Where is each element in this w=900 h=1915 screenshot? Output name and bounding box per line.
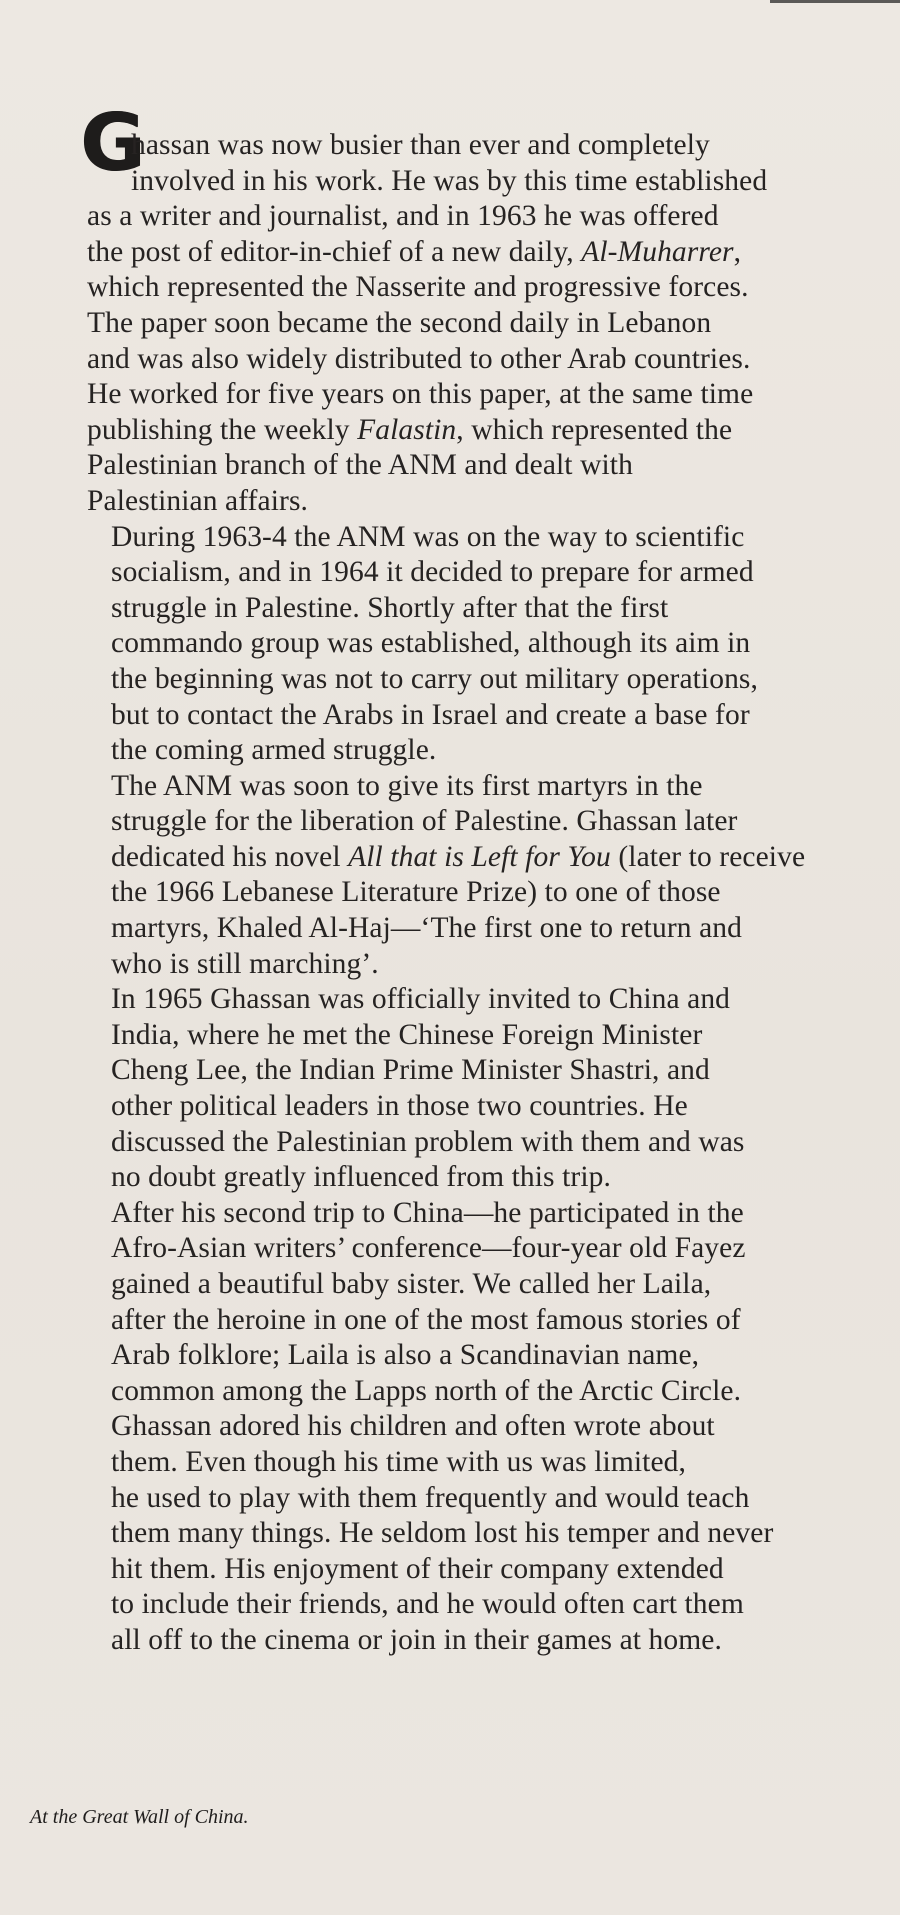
text-line [87, 662, 877, 698]
drop-cap: G [80, 97, 145, 189]
text-segment: publishing the weekly [87, 413, 358, 446]
text-line [87, 164, 877, 200]
text-line [87, 306, 877, 342]
text-line [87, 484, 877, 520]
text-line [87, 769, 877, 805]
text-segment: commando group was established, although its aim in [111, 627, 751, 660]
paragraph [87, 769, 877, 983]
text-line [87, 128, 877, 164]
text-segment: to include their friends, and he would often cart them [111, 1588, 744, 1621]
text-segment: hit them. His enjoyment of their company extended [111, 1552, 724, 1585]
text-segment: socialism, and in 1964 it decided to prepare for armed [111, 556, 754, 589]
text-segment: other political leaders in those two countries. He [111, 1090, 688, 1123]
text-segment: After his second trip to China—he participated in the [111, 1196, 744, 1229]
page-edge-shadow [770, 0, 900, 3]
text-line [87, 270, 877, 306]
italic-title: Al-Muharrer [581, 235, 734, 268]
text-segment: The ANM was soon to give its first martyrs in the [111, 769, 703, 802]
text-segment: who is still marching’. [111, 947, 379, 980]
text-segment: Palestinian branch of the ANM and dealt with [87, 449, 633, 482]
text-segment: all off to the cinema or join in their games at home. [111, 1623, 722, 1656]
text-segment: martyrs, Khaled Al-Haj—‘The first one to return and [111, 912, 742, 945]
text-line [87, 698, 877, 734]
text-line [87, 1374, 877, 1410]
photo-caption: At the Great Wall of China. [30, 1806, 249, 1828]
text-segment: the post of editor-in-chief of a new daily, [87, 235, 582, 268]
text-line [87, 804, 877, 840]
paragraph [87, 982, 877, 1196]
text-segment: them. Even though his time with us was limited, [111, 1445, 686, 1478]
text-segment: hassan was now busier than ever and completely [131, 129, 710, 161]
text-line [87, 1587, 877, 1623]
text-line [87, 733, 877, 769]
text-line [87, 840, 877, 876]
text-segment: Ghassan adored his children and often wrote about [111, 1410, 715, 1443]
text-segment: struggle for the liberation of Palestine. Ghassan later [111, 805, 738, 838]
text-line [87, 1445, 877, 1481]
text-segment: In 1965 Ghassan was officially invited to China and [111, 983, 731, 1016]
text-line [87, 591, 877, 627]
text-line [87, 1338, 877, 1374]
text-segment: The paper soon became the second daily in Lebanon [87, 306, 712, 339]
text-line [87, 1196, 877, 1232]
text-line [87, 377, 877, 413]
text-line [87, 520, 877, 556]
paragraph [87, 520, 877, 769]
text-segment: no doubt greatly influenced from this trip. [111, 1161, 611, 1194]
text-segment: dedicated his novel [111, 840, 349, 873]
text-line [87, 875, 877, 911]
italic-title: All that is Left for You [348, 840, 611, 873]
italic-title: Falastin [357, 413, 457, 446]
text-segment: the 1966 Lebanese Literature Prize) to one of those [111, 876, 721, 909]
text-line [87, 1053, 877, 1089]
text-line [87, 1267, 877, 1303]
text-segment: India, where he met the Chinese Foreign Minister [111, 1018, 703, 1051]
text-segment: struggle in Palestine. Shortly after that the first [111, 591, 669, 624]
text-line [87, 626, 877, 662]
text-line [87, 1409, 877, 1445]
text-segment: which represented the Nasserite and progressive forces. [87, 271, 749, 304]
text-line [87, 911, 877, 947]
text-line [87, 342, 877, 378]
text-segment: discussed the Palestinian problem with them and was [111, 1125, 745, 1158]
text-line [87, 1481, 877, 1517]
text-segment: them many things. He seldom lost his temper and never [111, 1517, 774, 1550]
text-line [87, 199, 877, 235]
text-line [87, 555, 877, 591]
text-segment: Palestinian affairs. [87, 484, 309, 517]
text-segment: the coming armed struggle. [111, 734, 437, 767]
text-segment: the beginning was not to carry out military operations, [111, 662, 758, 695]
text-line [87, 235, 877, 271]
text-line [87, 1160, 877, 1196]
text-segment: but to contact the Arabs in Israel and create a base for [111, 698, 750, 731]
text-segment: gained a beautiful baby sister. We called her Laila, [111, 1268, 712, 1300]
text-segment: he used to play with them frequently and would teach [111, 1481, 750, 1514]
text-line [87, 1089, 877, 1125]
text-segment: During 1963-4 the ANM was on the way to scientific [111, 520, 745, 553]
article-body [80, 97, 877, 1659]
text-line [87, 448, 877, 484]
text-segment: and was also widely distributed to other Arab countries. [87, 342, 751, 375]
text-line [87, 1018, 877, 1054]
text-segment: common among the Lapps north of the Arctic Circle. [111, 1374, 742, 1407]
text-segment: Arab folklore; Laila is also a Scandinavian name, [111, 1339, 700, 1372]
text-segment: involved in his work. He was by this time established [131, 164, 768, 197]
text-line [87, 1552, 877, 1588]
text-segment: after the heroine in one of the most famous stories of [111, 1303, 741, 1336]
paragraph [87, 1409, 877, 1658]
text-segment: Cheng Lee, the Indian Prime Minister Shastri, and [111, 1054, 710, 1087]
text-segment: He worked for five years on this paper, at the same time [87, 378, 754, 411]
text-line [87, 1623, 877, 1659]
text-segment: Afro-Asian writers’ conference—four-year old Fayez [111, 1232, 746, 1265]
text-segment: , [733, 235, 742, 268]
text-line [87, 1516, 877, 1552]
text-segment: as a writer and journalist, and in 1963 he was offered [87, 200, 719, 233]
paragraph [87, 1196, 877, 1410]
text-segment: , which represented the [456, 413, 733, 446]
text-segment: (later to receive [610, 840, 806, 873]
paragraph [80, 97, 877, 520]
text-line [87, 1231, 877, 1267]
text-line [87, 413, 877, 449]
text-line [87, 1303, 877, 1339]
text-line [87, 982, 877, 1018]
text-line [87, 1125, 877, 1161]
text-line [87, 947, 877, 983]
